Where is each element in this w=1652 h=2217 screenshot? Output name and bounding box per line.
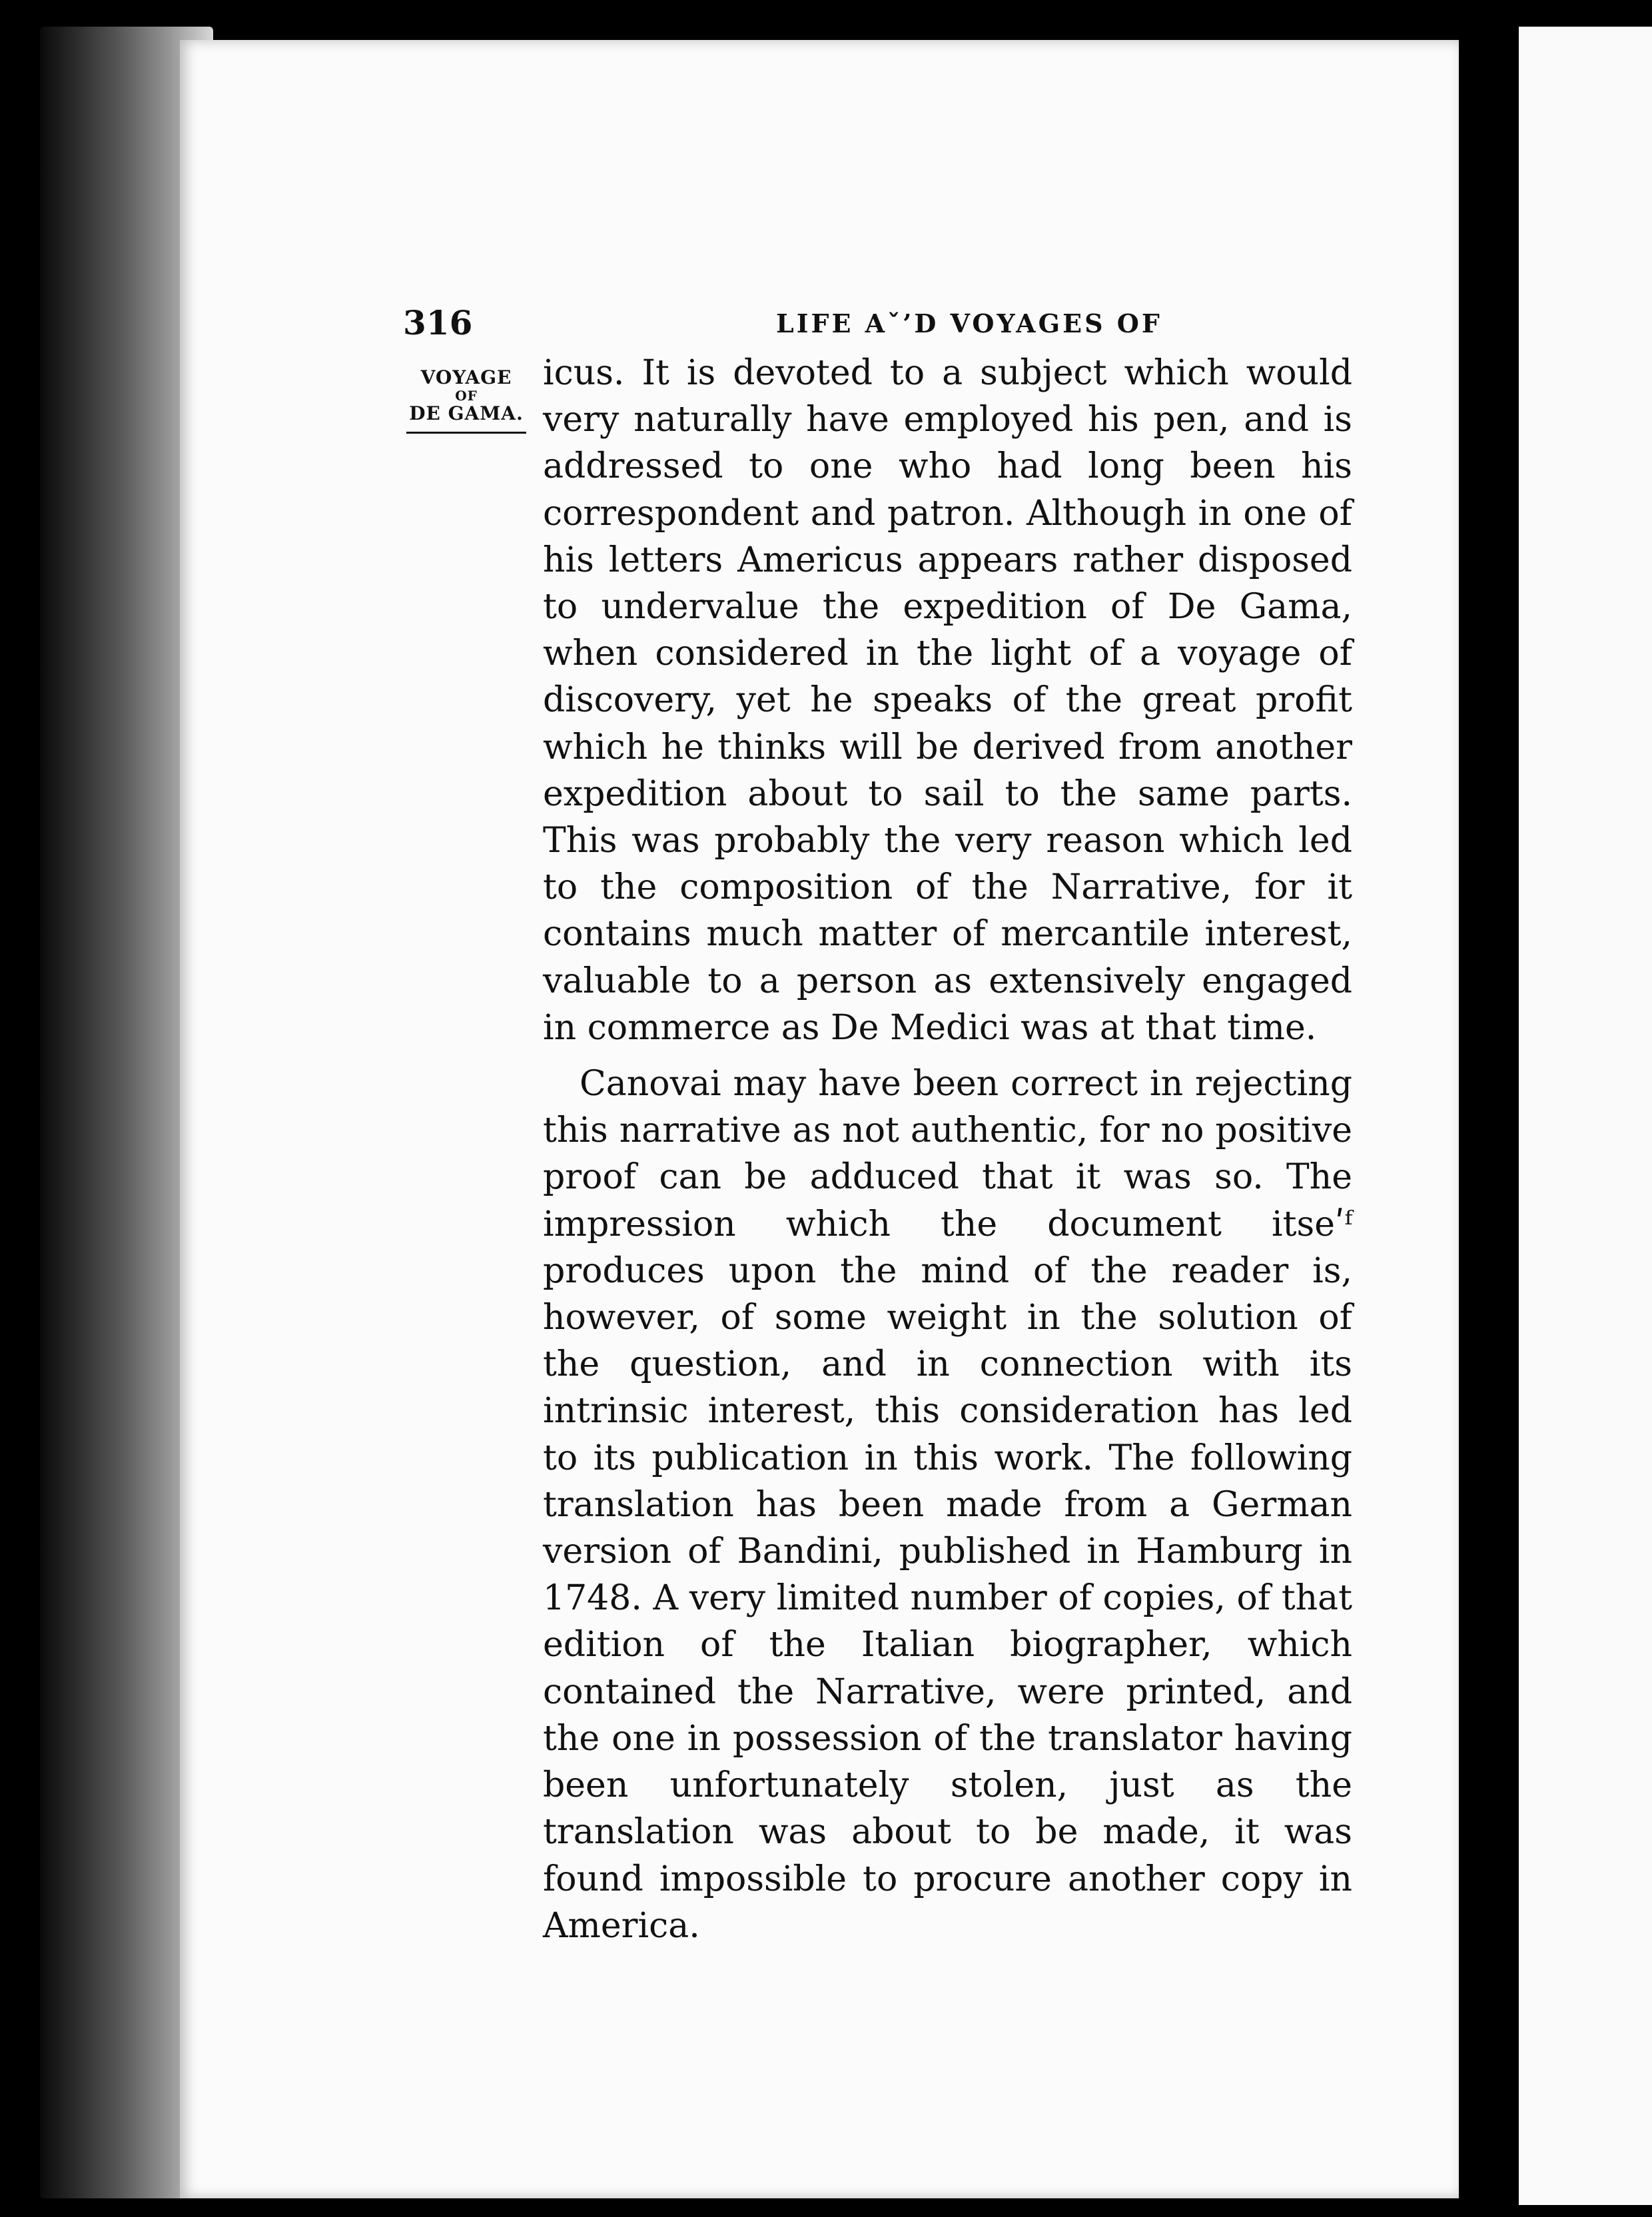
- margin-note: [406, 366, 526, 434]
- margin-note-line: VOYAGE: [420, 366, 512, 388]
- page-header: [403, 303, 1349, 343]
- facing-page: [1519, 27, 1652, 2205]
- page-number: 316: [403, 303, 473, 342]
- margin-note-line: OF: [455, 388, 478, 404]
- book-gutter: [1459, 27, 1519, 2217]
- running-head: LIFE Aˇ’D VOYAGES OF: [776, 308, 1162, 338]
- body-text: [543, 350, 1352, 1949]
- paragraph: Canovai may have been correct in rejecting this narrative as not authentic, for no positive proof can be adduced that it was so. The impression which the document itseʹᶠ produces upon the mind of the reader is, however, of some weight in the solution of the question, and in connection with its intrinsic interest, this consideration has led to its publication in this work. The following translation has been made from a German version of Bandini, published in Hamburg in 1748. A very limited number of copies, of that edition of the Italian biographer, which contained the Narrative, were printed, and the one in possession of the translator having been unfortunately stolen, just as the translation was about to be made, it was found impossible to procure another copy in America.: [543, 1064, 1352, 1946]
- margin-note-line: DE GAMA.: [409, 402, 524, 424]
- paragraph: icus. It is devoted to a subject which would very naturally have employed his pen, and is addressed to one who had long been his correspondent and patron. Although in one of his letters Americus appears rather disposed to undervalue the expedition of De Gama, when considered in the light of a voyage of discovery, yet he speaks of the great profit which he thinks will be derived from another expedition about to sail to the same parts. This was probably the very reason which led to the composition of the Narrative, for it contains much matter of mercantile interest, valuable to a person as extensively engaged in commerce as De Medici was at that time.: [543, 353, 1352, 1048]
- margin-note-rule: [406, 432, 526, 434]
